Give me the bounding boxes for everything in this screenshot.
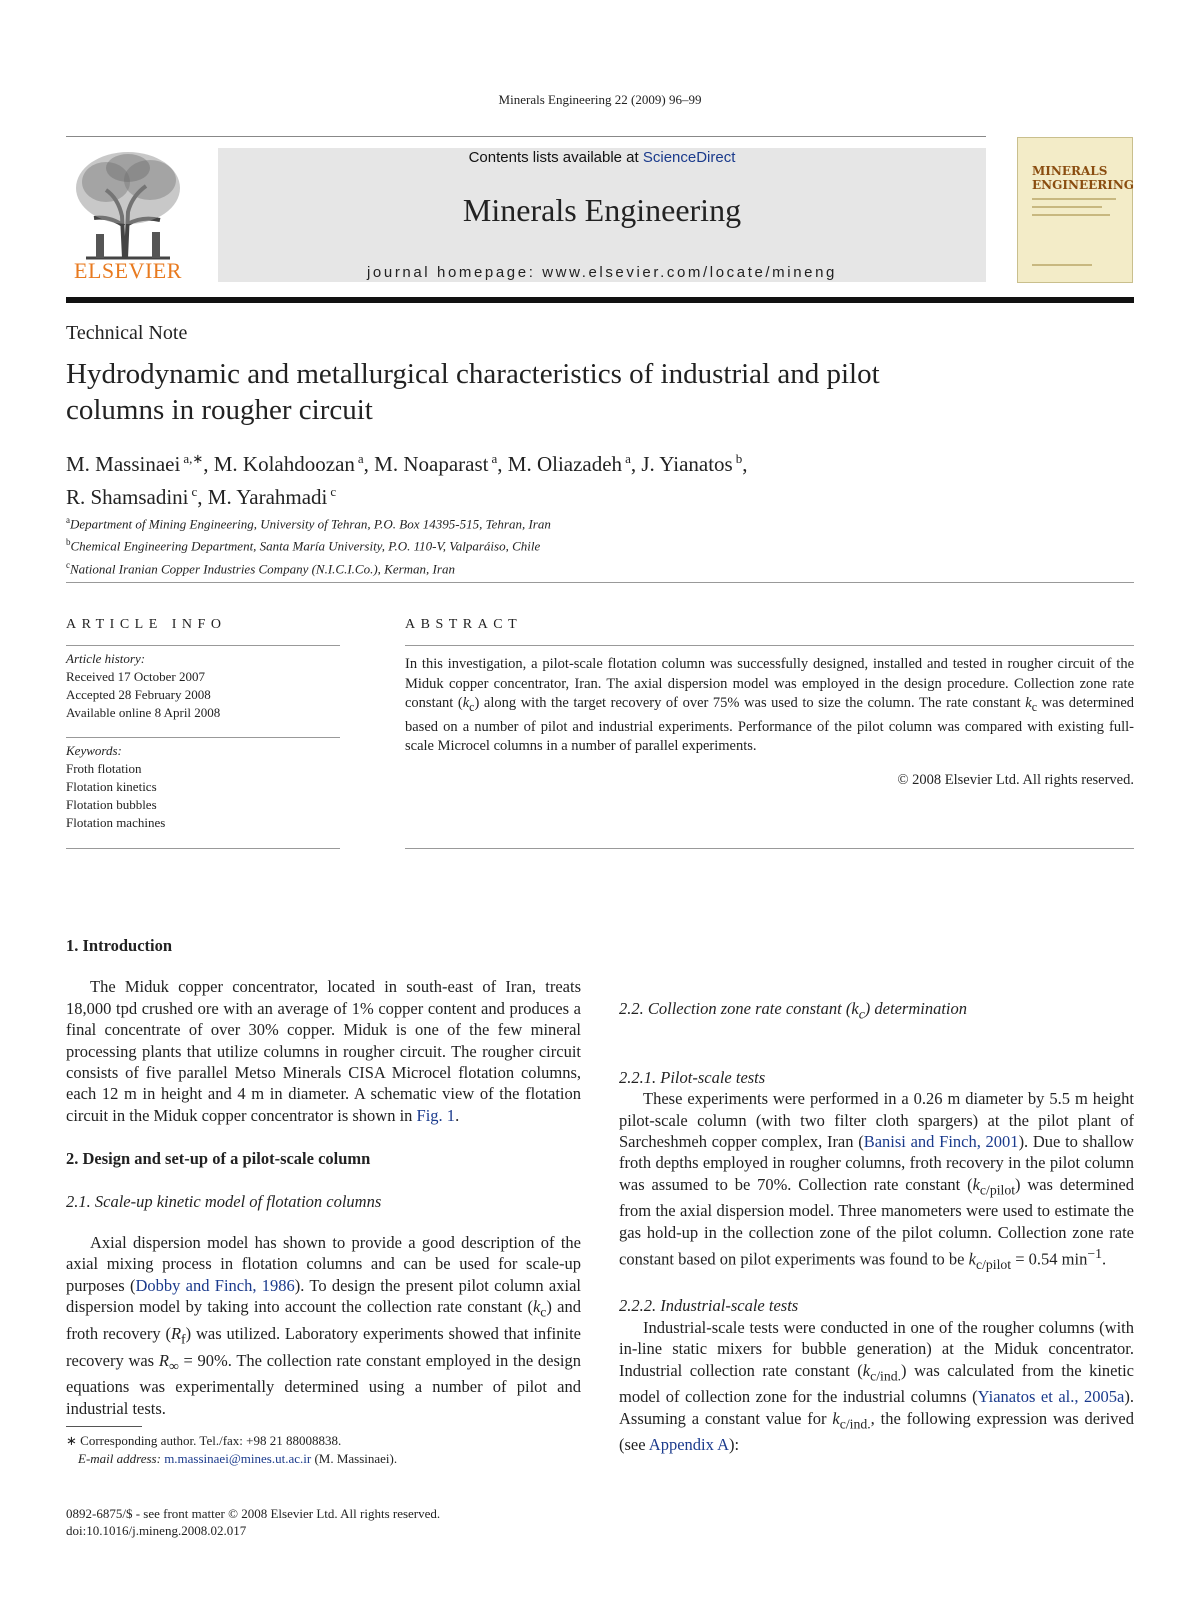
abstract-part: In this investigation, a pilot-scale flotation column was successfully designed, installed and tested in rougher circuit of the Miduk copper concentrator, Iran. The axial dispersion model was employed in the design procedure. Collection zone rate constant ( [405, 656, 1134, 712]
citation-link[interactable]: Banisi and Finch, 2001 [863, 1131, 1019, 1151]
author-name: M. Noaparast [374, 452, 489, 476]
history-accepted: Accepted 28 February 2008 [66, 687, 211, 702]
abstract-part: was determined based on a number of pilot and industrial experiments. Performance of the pilot column was compared with existing full-scale Microcel columns in a number of parallel experiments. [405, 695, 1134, 755]
figure-link[interactable]: Fig. 1 [416, 1105, 456, 1125]
text-run: ) was calculated from the kinetic model of collection zone for the industrial columns ( [619, 1360, 1134, 1407]
footnote-marker: ∗ [66, 1433, 77, 1448]
author-separator: , [203, 452, 214, 476]
math-k: k [862, 1360, 871, 1380]
text-run: ) determination [864, 999, 967, 1018]
citation-link[interactable]: Dobby and Finch, 1986 [135, 1275, 295, 1295]
abstract-text [405, 655, 1134, 757]
affiliation-text: Chemical Engineering Department, Santa María University, P.O. 110-V, Valparáiso, Chile [70, 538, 541, 554]
journal-name: Minerals Engineering [462, 192, 742, 228]
math-k: k [832, 1408, 840, 1428]
math-k: k [851, 999, 859, 1018]
author-name: M. Oliazadeh [507, 452, 623, 476]
math-exponent: −1 [1087, 1246, 1102, 1262]
author-name: M. Kolahdoozan [213, 452, 355, 476]
cover-title [1032, 164, 1134, 192]
cover-decoration [1032, 206, 1102, 208]
affiliation-marker: c [66, 559, 70, 570]
email-link[interactable]: m.massinaei@mines.ut.ac.ir [164, 1451, 312, 1466]
text-run: , the following expression was derived (see [619, 1408, 1134, 1455]
doi-line[interactable]: doi:10.1016/j.mineng.2008.02.017 [66, 1523, 247, 1538]
math-sub: c [469, 700, 475, 715]
math-r: R [170, 1323, 182, 1343]
cover-decoration [1032, 198, 1116, 200]
section-heading-design: 2. Design and set-up of a pilot-scale column [66, 1149, 371, 1169]
keyword: Flotation machines [66, 815, 166, 830]
math-sub: c [540, 1304, 547, 1320]
industrial-tests-paragraph [619, 1317, 1134, 1456]
affiliation-text: National Iranian Copper Industries Company (N.I.C.I.Co.), Kerman, Iran [70, 560, 455, 576]
author-separator: , [363, 452, 375, 476]
text-run: Axial dispersion model has shown to provide a good description of the axial mixing process in flotation columns and can be used for scale-up purposes ( [66, 1233, 581, 1295]
sciencedirect-link[interactable]: ScienceDirect [642, 149, 736, 166]
corresponding-author-footnote [66, 1432, 586, 1468]
cover-decoration [1032, 264, 1092, 266]
text-run: ). Assuming a constant value for [619, 1387, 1134, 1428]
info-bottom-rule [66, 848, 340, 849]
math-sub: c/pilot [979, 1182, 1016, 1198]
text-run: . [1101, 1249, 1107, 1269]
author-separator: , [497, 452, 508, 476]
math-sub: c/ind. [870, 1367, 902, 1383]
article-type: Technical Note [66, 322, 188, 344]
keywords-label: Keywords: [66, 743, 122, 758]
pilot-tests-paragraph [619, 1088, 1134, 1275]
affiliation-list [66, 511, 551, 578]
text-run: ): [729, 1435, 740, 1455]
body-right-column [619, 935, 1134, 1456]
article-history [66, 650, 340, 722]
journal-homepage[interactable]: journal homepage: www.elsevier.com/locate/mineng [367, 264, 837, 281]
author-affiliation-marker: c [330, 484, 337, 499]
author-name: M. Massinaei [66, 452, 181, 476]
subsection-heading-rate-constant [619, 998, 1134, 1025]
history-received: Received 17 October 2007 [66, 669, 205, 684]
keyword: Flotation kinetics [66, 779, 157, 794]
cover-title-line1: MINERALS [1032, 164, 1108, 178]
math-sub: c [858, 1006, 865, 1022]
author-name: R. Shamsadini [66, 485, 189, 509]
keywords-rule [66, 737, 340, 738]
author-affiliation-marker: a [357, 451, 364, 466]
contents-prefix: Contents lists available at [468, 149, 643, 166]
math-k: k [462, 695, 470, 712]
math-sub: c [1031, 700, 1038, 715]
footnote-text: Corresponding author. Tel./fax: +98 21 88008838. [76, 1433, 342, 1448]
text-run: The Miduk copper concentrator, located in south-east of Iran, treats 18,000 tpd crushed ore with an average of 1% copper content and produces a final concentrate of over 30% copper. Miduk is one of the few mineral processing plants that utilize columns in rougher circuit. The rougher circuit consists of five parallel Metso Minerals CISA Microcel flotation columns, each 12 m in height and 4 m in diameter. A schematic view of the flotation circuit in the Miduk copper concentrator is shown in [66, 977, 581, 1125]
affiliation-marker: a [66, 515, 70, 525]
abstract-copyright: © 2008 Elsevier Ltd. All rights reserved. [897, 772, 1134, 788]
footnote-rule [66, 1426, 142, 1427]
author-list [66, 445, 966, 511]
author-affiliation-marker: a [491, 451, 498, 466]
text-run: ). Due to shallow froth depths employed in rougher columns, froth recovery in the pilot column was assumed to be 70%. Collection rate constant ( [619, 1131, 1134, 1194]
math-k: k [968, 1249, 976, 1269]
article-info-rule [66, 645, 340, 646]
subsubsection-heading-pilot: 2.2.1. Pilot-scale tests [619, 1067, 766, 1087]
masthead-thick-rule [66, 297, 1134, 303]
keyword: Froth flotation [66, 761, 142, 776]
text-run: = 0.54 min [1011, 1249, 1088, 1269]
citation-link[interactable]: Yianatos et al., 2005a [977, 1387, 1125, 1407]
text-run: ) was determined from the axial dispersion model. Three manometers were used to estimate the gas hold-up in the collection zone of the pilot column. Collection zone rate constant based on pilot experiments was found to be [619, 1174, 1134, 1269]
subsubsection-heading-industrial: 2.2.2. Industrial-scale tests [619, 1296, 799, 1316]
author-separator: , [630, 452, 642, 476]
title-rule [66, 582, 1134, 583]
article-title: Hydrodynamic and metallurgical characteristics of industrial and pilot columns in rougher circuit [66, 358, 880, 426]
publisher-logo-text: ELSEVIER [74, 258, 182, 283]
math-sub: c/pilot [975, 1257, 1012, 1273]
journal-cover [1017, 137, 1133, 283]
cover-decoration [1032, 214, 1110, 216]
contents-line [218, 149, 986, 166]
math-k: k [532, 1297, 541, 1317]
running-head: Minerals Engineering 22 (2009) 96–99 [498, 92, 702, 107]
text-run: Industrial-scale tests were conducted in one of the rougher columns (with in-line static mixers for bubble generation) at the Miduk concentrator. Industrial collection rate constant ( [619, 1317, 1134, 1380]
text-run: . [455, 1105, 460, 1125]
subsection-heading-scale-up: 2.1. Scale-up kinetic model of flotation columns [66, 1191, 382, 1211]
section-heading-introduction: 1. Introduction [66, 936, 173, 955]
author-affiliation-marker: a [625, 451, 631, 466]
author-name: J. Yianatos [641, 452, 733, 476]
text-run: ) and froth recovery ( [66, 1297, 581, 1343]
math-k: k [1025, 695, 1032, 712]
issn-line: 0892-6875/$ - see front matter © 2008 Elsevier Ltd. All rights reserved. [66, 1506, 441, 1521]
introduction-paragraph [66, 976, 581, 1126]
email-label: E-mail address: [78, 1451, 165, 1466]
author-affiliation-marker: c [191, 484, 198, 499]
header-rule [66, 136, 986, 137]
appendix-link[interactable]: Appendix A [648, 1435, 729, 1455]
affiliation-text: Department of Mining Engineering, University of Tehran, P.O. Box 14395-515, Tehran, Iran [70, 516, 551, 532]
keyword: Flotation bubbles [66, 797, 157, 812]
email-suffix: (M. Massinaei). [311, 1451, 398, 1466]
affiliation-marker: b [66, 537, 71, 548]
affiliation [66, 533, 551, 555]
keywords [66, 742, 340, 832]
author-affiliation-marker: a,∗ [183, 451, 204, 466]
abstract-bottom-rule [405, 848, 1134, 849]
abstract-part: ) along with the target recovery of over 75% was used to size the column. The rate constant [474, 695, 1026, 712]
issn-doi-block [66, 1505, 586, 1539]
author-name: M. Yarahmadi [207, 485, 328, 509]
history-label: Article history: [66, 651, 146, 666]
body-left-column [66, 935, 581, 1419]
text-run: 2.2. Collection zone rate constant ( [619, 999, 852, 1018]
math-sub: ∞ [168, 1357, 179, 1373]
author-separator: , [197, 485, 208, 509]
text-run: ). To design the present pilot column axial dispersion model by taking into account the collection rate constant ( [66, 1275, 582, 1317]
author-affiliation-marker: b [735, 451, 743, 466]
history-online: Available online 8 April 2008 [66, 705, 221, 720]
math-k: k [972, 1174, 980, 1194]
math-sub: c/ind. [839, 1416, 871, 1432]
author-separator: , [742, 452, 748, 476]
cover-title-line2: ENGINEERING [1032, 178, 1135, 192]
text-run: ) was utilized. Laboratory experiments showed that infinite recovery was [66, 1323, 581, 1370]
abstract-heading: ABSTRACT [405, 617, 523, 632]
scale-up-paragraph [66, 1232, 581, 1419]
abstract-rule [405, 645, 1134, 646]
affiliation [66, 556, 551, 578]
affiliation [66, 511, 551, 533]
math-sub: f [181, 1331, 186, 1347]
math-r: R [158, 1350, 169, 1370]
text-run: These experiments were performed in a 0.26 m diameter by 5.5 m height pilot-scale column (with two filter cloth spargers) at the pilot plant of Sarcheshmeh copper complex, Iran ( [619, 1089, 1134, 1151]
article-info-heading: ARTICLE INFO [66, 617, 227, 632]
text-run: = 90%. The collection rate constant employed in the design equations was experimentally determined using a number of pilot and industrial tests. [66, 1350, 582, 1418]
